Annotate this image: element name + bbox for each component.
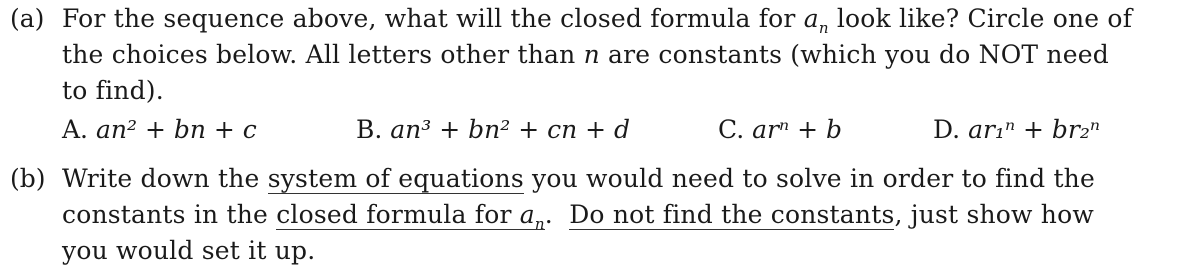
choice-d-letter: D. [933,115,961,144]
period: . [544,200,553,229]
part-a-label: (a) [10,4,45,33]
part-a-line-2-pre: the choices below. All letters other than [62,40,584,69]
choice-c-formula: arⁿ + b [752,115,842,144]
part-a-line-1 [62,4,1133,37]
part-b-line-1 [62,164,1095,194]
choice-b[interactable] [356,115,630,145]
part-b-line-1-post: you would need to solve in order to find the [523,164,1095,193]
subscript-n-b: n [534,215,545,233]
part-b-line-2-pre: constants in the [62,200,277,229]
part-b-line-3: you would set it up. [62,236,316,265]
underlined-system-of-equations: system of equations [267,164,524,193]
part-a-line-2 [62,40,1109,70]
choice-b-formula: an³ + bn² + cn + d [390,115,631,144]
part-a-line-1-pre: For the sequence above, what will the closed formula for [62,4,804,33]
var-a-b: a [519,200,535,229]
subscript-n: n [818,19,829,37]
part-a-line-3: to find). [62,76,164,105]
choice-b-letter: B. [356,115,383,144]
var-a: a [803,4,819,33]
choice-c[interactable] [718,115,842,145]
choice-a[interactable] [62,115,257,145]
part-b-label: (b) [10,164,46,193]
part-a-line-1-post: look like? Circle one of [828,4,1133,33]
underlined-do-not-find: Do not find the constants [569,200,895,229]
closed-formula-text: closed formula for [276,200,520,229]
part-b-line-2-post: , just show how [894,200,1094,229]
choice-c-letter: C. [718,115,745,144]
choice-d[interactable] [933,115,1100,145]
part-b-line-1-pre: Write down the [62,164,268,193]
choice-d-formula: ar₁ⁿ + br₂ⁿ [968,115,1101,144]
part-b-line-2 [62,200,1094,233]
part-a-line-2-post: are constants (which you do NOT need [599,40,1109,69]
underlined-closed-formula [276,200,545,233]
var-n: n [583,40,600,69]
choice-a-formula: an² + bn + c [95,115,257,144]
choice-a-letter: A. [62,115,89,144]
